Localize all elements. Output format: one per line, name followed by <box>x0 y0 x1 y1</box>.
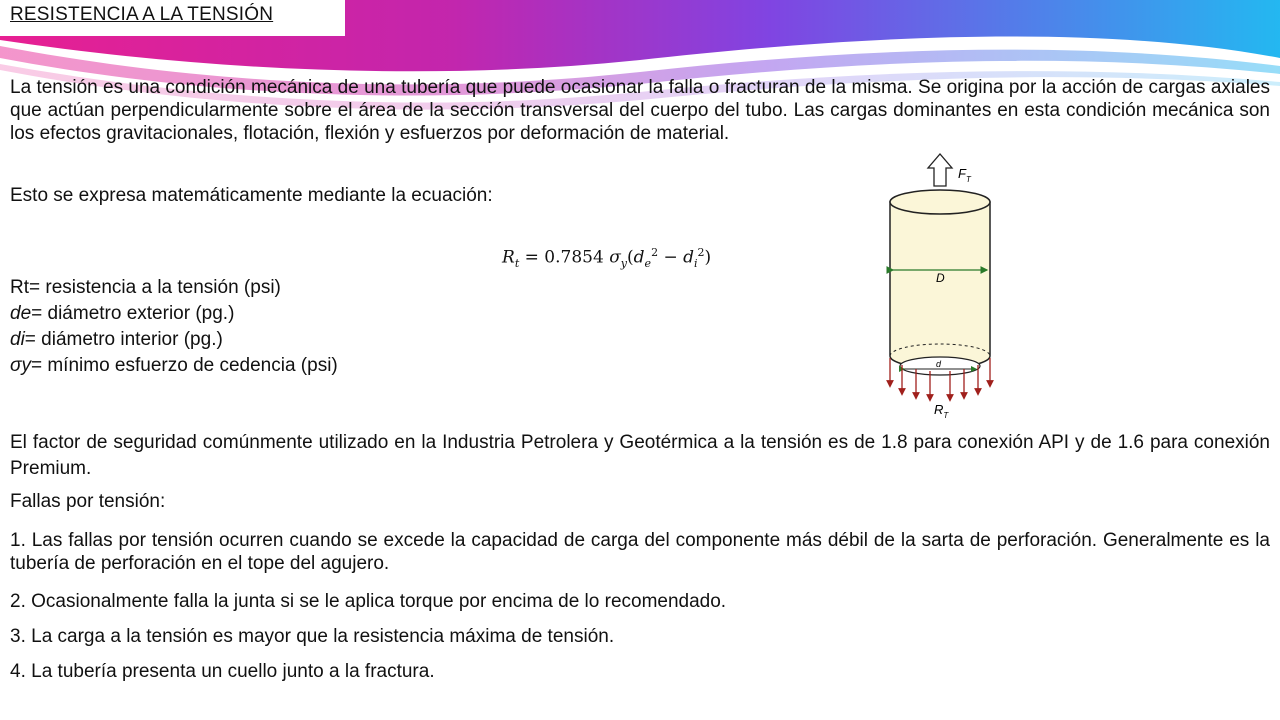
definition-rt <box>10 276 281 299</box>
tension-formula <box>502 246 711 270</box>
formula-rt-sub: t <box>514 257 520 271</box>
label-force-bottom: $R_T$ <box>934 402 949 420</box>
failure-item-1: 1. Las fallas por tensión ocurren cuando se excede la capacidad de carga del componente más débil de la sarta de perforación. Generalmente es la tubería de perforación en el tope del agujero. <box>10 530 1270 574</box>
definition-text: = diámetro interior (pg.) <box>24 329 223 350</box>
formula-rt: R <box>502 247 515 268</box>
safety-factor-paragraph: El factor de seguridad comúnmente utilizado en la Industria Petrolera y Geotérmica a la tensión es de 1.8 para conexión API y de 1.6 para conexión Premium. <box>10 432 1270 479</box>
label-outer-diameter: D <box>936 271 945 285</box>
failure-item-4: 4. La tubería presenta un cuello junto a la fractura. <box>10 661 435 682</box>
pipe-tension-diagram <box>870 152 1005 424</box>
definition-sigma <box>10 354 338 377</box>
formula-sigma-sub: y <box>620 257 628 271</box>
label-inner-diameter: d <box>936 359 942 369</box>
definition-symbol: de <box>10 303 32 324</box>
definition-de <box>10 302 234 325</box>
formula-di-sub: i <box>694 257 698 271</box>
definition-symbol: Rt <box>10 277 29 298</box>
formula-open-paren: ( <box>627 247 634 268</box>
formula-de-sub: e <box>644 257 652 271</box>
formula-sigma: σ <box>609 247 621 268</box>
formula-minus: − <box>658 247 684 268</box>
definition-text: = resistencia a la tensión (psi) <box>29 277 281 298</box>
definition-di <box>10 328 223 351</box>
definition-text: = diámetro exterior (pg.) <box>31 303 235 324</box>
formula-de: d <box>633 247 645 268</box>
definition-text: = mínimo esfuerzo de cedencia (psi) <box>30 355 338 376</box>
formula-close-paren: ) <box>704 247 712 268</box>
formula-de-sup: 2 <box>651 246 659 259</box>
definition-symbol: di <box>10 329 25 350</box>
failure-item-3: 3. La carga a la tensión es mayor que la resistencia máxima de tensión. <box>10 626 615 647</box>
formula-coefficient: = 0.7854 <box>519 247 610 268</box>
formula-di: d <box>683 247 695 268</box>
definition-symbol: σy <box>10 355 31 376</box>
label-force-top: $F_T$ <box>958 166 971 184</box>
intro-paragraph: La tensión es una condición mecánica de una tubería que puede ocasionar la falla o fracturan de la misma. Se origina por la acción de cargas axiales que actúan perpendicularmente sobre el área de la sección transversal del cuerpo del tubo. Las cargas dominantes en esta condición mecánica son los efectos gravitacionales, flotación, flexión y esfuerzos por deformación de material. <box>10 77 1270 144</box>
failures-heading: Fallas por tensión: <box>10 491 166 512</box>
failure-item-2: 2. Ocasionalmente falla la junta si se le aplica torque por encima de lo recomendado. <box>10 591 727 612</box>
equation-intro: Esto se expresa matemáticamente mediante la ecuación: <box>10 185 493 206</box>
slide-title: RESISTENCIA A LA TENSIÓN <box>10 4 274 25</box>
formula-di-sup: 2 <box>697 246 705 259</box>
